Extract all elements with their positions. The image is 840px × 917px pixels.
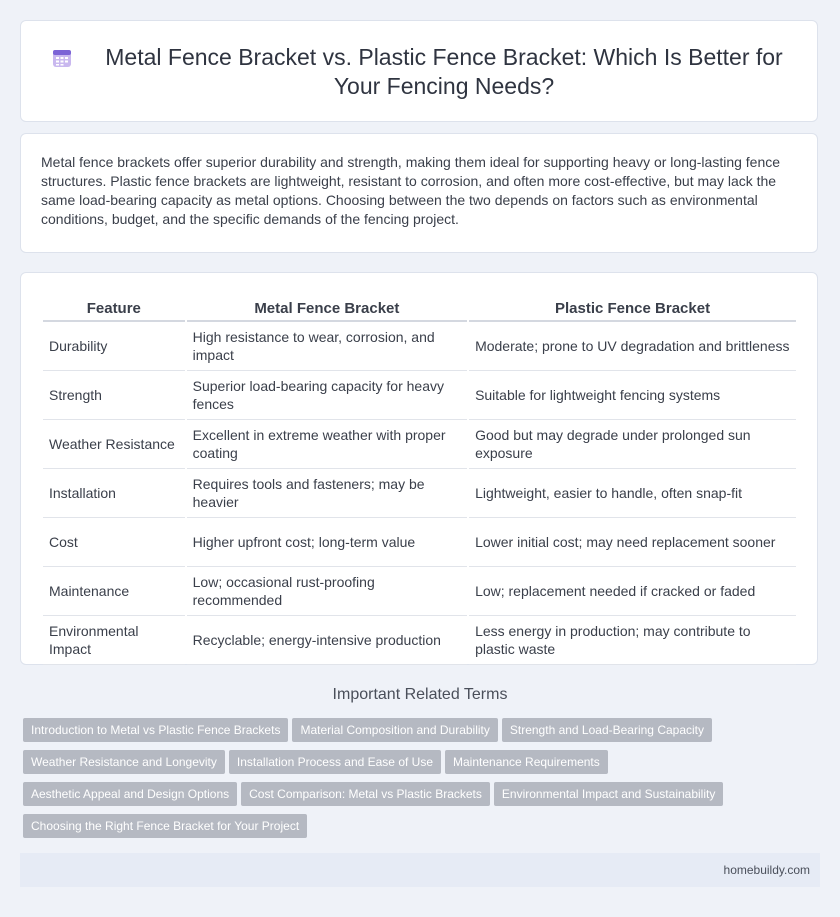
feature-cell: Weather Resistance — [43, 420, 185, 469]
metal-cell: High resistance to wear, corrosion, and impact — [187, 322, 467, 371]
intro-paragraph: Metal fence brackets offer superior durability and strength, making them ideal for supporting heavy or long-lasting fence structures. Plastic fence brackets are lightweight, resistant to corrosion, and often more cost-effective, but may lack the same load-bearing capacity as metal options. Choosing between the two depends on factors such as environmental conditions, budget, and the specific demands of the fencing project. — [41, 154, 781, 227]
plastic-cell: Low; replacement needed if cracked or faded — [469, 567, 796, 616]
related-term-tag[interactable]: Environmental Impact and Sustainability — [494, 782, 723, 806]
related-term-tag[interactable]: Weather Resistance and Longevity — [23, 750, 225, 774]
column-header-feature: Feature — [43, 295, 185, 322]
plastic-cell: Moderate; prone to UV degradation and brittleness — [469, 322, 796, 371]
comparison-table — [41, 295, 798, 665]
related-term-tag[interactable]: Strength and Load-Bearing Capacity — [502, 718, 712, 742]
related-term-tag[interactable]: Maintenance Requirements — [445, 750, 608, 774]
feature-cell: Installation — [43, 469, 185, 518]
feature-cell: Cost — [43, 518, 185, 567]
related-term-tag[interactable]: Cost Comparison: Metal vs Plastic Brackets — [241, 782, 490, 806]
related-term-tag[interactable]: Introduction to Metal vs Plastic Fence Brackets — [23, 718, 288, 742]
table-row — [43, 469, 796, 518]
column-header-metal: Metal Fence Bracket — [187, 295, 467, 322]
column-header-plastic: Plastic Fence Bracket — [469, 295, 796, 322]
table-row — [43, 616, 796, 665]
related-term-tag[interactable]: Aesthetic Appeal and Design Options — [23, 782, 237, 806]
table-row — [43, 371, 796, 420]
plastic-cell: Suitable for lightweight fencing systems — [469, 371, 796, 420]
related-terms-list — [23, 718, 823, 846]
metal-cell: Superior load-bearing capacity for heavy fences — [187, 371, 467, 420]
title-card — [20, 20, 818, 122]
table-row — [43, 420, 796, 469]
comparison-card — [20, 272, 818, 665]
metal-cell: Higher upfront cost; long-term value — [187, 518, 467, 567]
table-row — [43, 518, 796, 567]
metal-cell: Requires tools and fasteners; may be heavier — [187, 469, 467, 518]
feature-cell: Maintenance — [43, 567, 185, 616]
feature-cell: Environmental Impact — [43, 616, 185, 665]
related-terms-heading: Important Related Terms — [332, 686, 508, 703]
feature-cell: Strength — [43, 371, 185, 420]
related-term-tag[interactable]: Choosing the Right Fence Bracket for Your Project — [23, 814, 307, 838]
table-header-row — [43, 295, 796, 322]
plastic-cell: Lower initial cost; may need replacement sooner — [469, 518, 796, 567]
plastic-cell: Less energy in production; may contribute to plastic waste — [469, 616, 796, 665]
footer-site-link[interactable]: homebuildy.com — [723, 863, 810, 877]
feature-cell: Durability — [43, 322, 185, 371]
metal-cell: Excellent in extreme weather with proper coating — [187, 420, 467, 469]
plastic-cell: Lightweight, easier to handle, often snap-fit — [469, 469, 796, 518]
related-term-tag[interactable]: Installation Process and Ease of Use — [229, 750, 441, 774]
metal-cell: Low; occasional rust-proofing recommended — [187, 567, 467, 616]
footer — [20, 853, 820, 887]
related-term-tag[interactable]: Material Composition and Durability — [292, 718, 497, 742]
table-row — [43, 322, 796, 371]
page-title: Metal Fence Bracket vs. Plastic Fence Bracket: Which Is Better for Your Fencing Needs? — [105, 44, 783, 99]
table-row — [43, 567, 796, 616]
plastic-cell: Good but may degrade under prolonged sun exposure — [469, 420, 796, 469]
intro-card — [20, 133, 818, 253]
metal-cell: Recyclable; energy-intensive production — [187, 616, 467, 665]
